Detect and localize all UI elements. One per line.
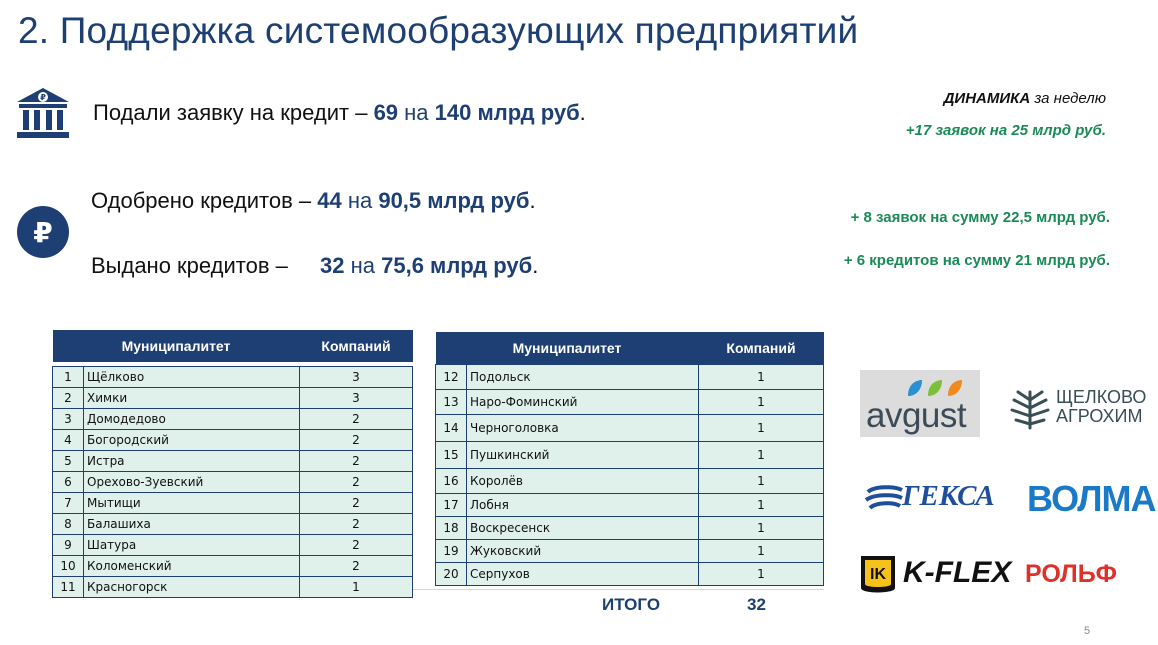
row-number: 12 (436, 365, 467, 390)
dynamics-label: ДИНАМИКА (943, 90, 1031, 107)
shchelkovo-wordmark (1056, 388, 1146, 426)
kflex-badge-icon (857, 548, 899, 598)
page-title: 2. Поддержка системообразующих предприятий (18, 10, 859, 51)
row-number: 18 (436, 517, 467, 540)
companies-count: 1 (699, 415, 824, 442)
row-number: 5 (53, 451, 84, 472)
dynamics-sub: за неделю (1030, 90, 1106, 107)
municipality-name: Воскресенск (467, 517, 699, 540)
table-row (53, 577, 413, 598)
municipality-name: Истра (84, 451, 300, 472)
rolf-logo (1025, 560, 1135, 590)
issued-line (91, 253, 538, 279)
col-municipality: Муниципалитет (53, 330, 300, 362)
issued-amount: 75,6 млрд руб (381, 253, 533, 278)
shchelkovo-line-1: ЩЕЛКОВО (1056, 387, 1147, 407)
tree-icon (1008, 386, 1052, 430)
approved-mid: на (341, 188, 379, 213)
table-row (53, 493, 413, 514)
companies-count: 1 (699, 540, 824, 563)
svg-text:₽: ₽ (33, 216, 53, 249)
municipality-name: Богородский (84, 430, 300, 451)
table-row (53, 409, 413, 430)
table-row (53, 367, 413, 388)
col-companies: Компаний (300, 330, 413, 362)
table-row (436, 540, 824, 563)
shchelkovo-line-2: АГРОХИМ (1056, 406, 1143, 426)
dynamics-line-2: + 8 заявок на сумму 22,5 млрд руб. (850, 209, 1110, 226)
table-row (53, 535, 413, 556)
applied-count: 69 (373, 100, 399, 125)
volma-wordmark: ВОЛМА (1027, 478, 1156, 519)
municipality-name: Коломенский (84, 556, 300, 577)
issued-mid: на (344, 253, 382, 278)
companies-count: 2 (300, 514, 413, 535)
municipality-name: Красногорск (84, 577, 300, 598)
table-row (436, 442, 824, 469)
row-number: 9 (53, 535, 84, 556)
total-label: ИТОГО (602, 595, 661, 614)
municipality-name: Орехово-Зуевский (84, 472, 300, 493)
applied-amount: 140 млрд руб (434, 100, 580, 125)
row-number: 1 (53, 367, 84, 388)
applied-suffix: . (579, 100, 586, 125)
table-row (436, 390, 824, 415)
table-row (53, 556, 413, 577)
companies-count: 2 (300, 409, 413, 430)
municipality-name: Серпухов (467, 563, 699, 586)
rolf-wordmark: РОЛЬФ (1025, 560, 1118, 588)
municipality-name: Балашиха (84, 514, 300, 535)
avgust-logo (860, 370, 980, 437)
companies-count: 2 (300, 451, 413, 472)
companies-count: 1 (699, 517, 824, 540)
companies-count: 1 (699, 390, 824, 415)
companies-count: 3 (300, 367, 413, 388)
row-number: 16 (436, 469, 467, 494)
dynamics-line-1: +17 заявок на 25 млрд руб. (905, 122, 1106, 139)
companies-count: 2 (300, 472, 413, 493)
table-row (436, 469, 824, 494)
row-number: 2 (53, 388, 84, 409)
svg-text:IK: IK (870, 566, 886, 583)
row-number: 11 (53, 577, 84, 598)
row-number: 14 (436, 415, 467, 442)
row-number: 3 (53, 409, 84, 430)
companies-count: 1 (699, 494, 824, 517)
row-number: 15 (436, 442, 467, 469)
row-number: 17 (436, 494, 467, 517)
issued-count: 32 (320, 253, 345, 278)
total-value: 32 (747, 595, 766, 614)
applied-prefix: Подали заявку на кредит – (93, 100, 374, 125)
companies-count: 2 (300, 493, 413, 514)
table-row (436, 563, 824, 586)
table-row (53, 472, 413, 493)
applied-mid: на (398, 100, 435, 125)
municipality-name: Жуковский (467, 540, 699, 563)
companies-count: 3 (300, 388, 413, 409)
approved-suffix: . (529, 188, 536, 213)
municipality-table-2 (435, 332, 824, 586)
approved-amount: 90,5 млрд руб (378, 188, 530, 213)
approved-prefix: Одобрено кредитов – (91, 188, 318, 213)
ruble-icon (17, 206, 69, 258)
row-number: 6 (53, 472, 84, 493)
municipality-name: Подольск (467, 365, 699, 390)
companies-count: 2 (300, 430, 413, 451)
row-number: 13 (436, 390, 467, 415)
municipality-name: Наро-Фоминский (467, 390, 699, 415)
approved-line (91, 188, 536, 214)
municipality-name: Лобня (467, 494, 699, 517)
dynamics-heading (944, 90, 1106, 107)
municipality-name: Щёлково (84, 367, 300, 388)
companies-count: 1 (699, 365, 824, 390)
avgust-wordmark: avgust (866, 396, 967, 435)
shchelkovo-agrokhim-logo (1008, 384, 1153, 432)
companies-count: 2 (300, 535, 413, 556)
table-row (436, 365, 824, 390)
companies-count: 1 (699, 442, 824, 469)
row-number: 20 (436, 563, 467, 586)
municipality-name: Королёв (467, 469, 699, 494)
col-municipality-2: Муниципалитет (436, 332, 699, 365)
companies-count: 1 (699, 469, 824, 494)
row-number: 19 (436, 540, 467, 563)
table-row (436, 517, 824, 540)
bank-icon (15, 86, 71, 140)
approved-count: 44 (317, 188, 342, 213)
companies-count: 1 (699, 563, 824, 586)
table-row (436, 494, 824, 517)
table-row (53, 514, 413, 535)
municipality-table-1 (52, 330, 413, 598)
svg-text:₽: ₽ (40, 93, 46, 102)
municipality-name: Мытищи (84, 493, 300, 514)
municipality-name: Черноголовка (467, 415, 699, 442)
row-number: 4 (53, 430, 84, 451)
kflex-wordmark: K-FLEX (903, 556, 1012, 589)
municipality-name: Шатура (84, 535, 300, 556)
companies-count: 1 (300, 577, 413, 598)
geksa-wordmark: ГЕКСА (902, 480, 995, 512)
row-number: 10 (53, 556, 84, 577)
municipality-name: Химки (84, 388, 300, 409)
kflex-logo (857, 548, 1017, 598)
geksa-logo (864, 480, 994, 520)
applied-line (93, 100, 586, 126)
issued-suffix: . (532, 253, 539, 278)
municipality-name: Домодедово (84, 409, 300, 430)
row-number: 8 (53, 514, 84, 535)
col-companies-2: Компаний (699, 332, 824, 365)
table-row (53, 451, 413, 472)
dynamics-line-3: + 6 кредитов на сумму 21 млрд руб. (843, 252, 1110, 269)
avgust-leaves-icon (906, 378, 966, 398)
total-divider (413, 589, 824, 590)
table-row (53, 388, 413, 409)
row-number: 7 (53, 493, 84, 514)
issued-prefix: Выдано кредитов – (91, 253, 295, 278)
table-row (53, 430, 413, 451)
table-row (436, 415, 824, 442)
page-number: 5 (1084, 625, 1091, 637)
municipality-name: Пушкинский (467, 442, 699, 469)
companies-count: 2 (300, 556, 413, 577)
geksa-swoosh-icon (864, 484, 904, 514)
volma-logo (1027, 474, 1156, 519)
